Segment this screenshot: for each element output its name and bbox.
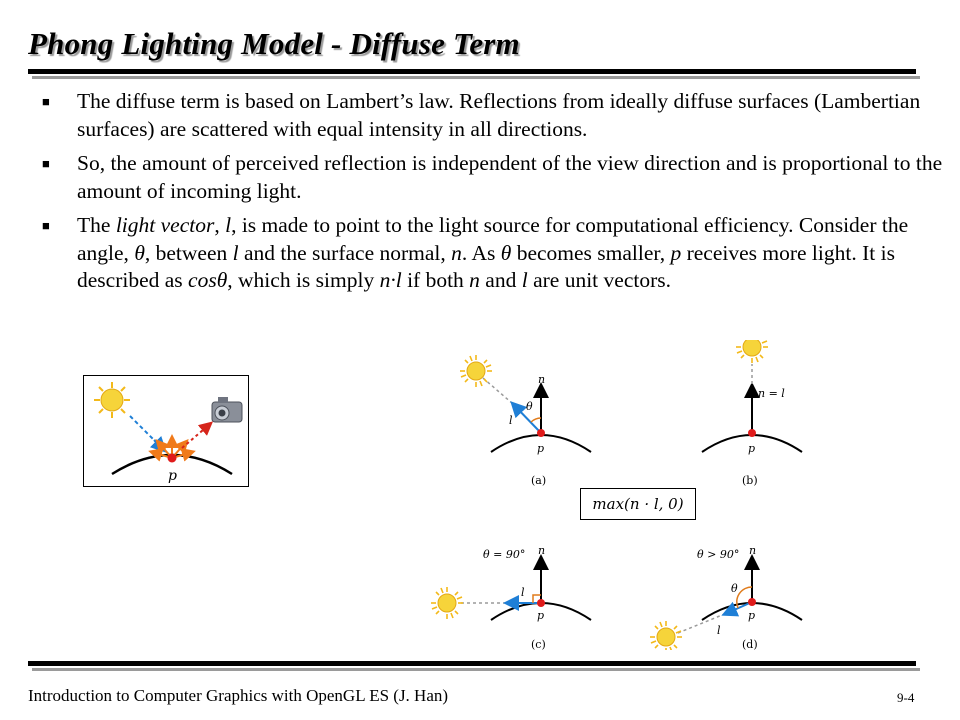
- sun-icon: [650, 621, 682, 650]
- normal-label: n: [749, 544, 757, 557]
- surface-point: [748, 429, 756, 437]
- case-b-figure: [702, 340, 802, 487]
- angle-label: θ: [526, 400, 533, 413]
- footer-rule-shadow: [32, 668, 920, 671]
- case-d-caption: (d): [742, 638, 758, 650]
- title-rule: [28, 69, 916, 74]
- surface-point: [537, 599, 545, 607]
- case-d-figure: [650, 544, 802, 650]
- sun-icon: [94, 382, 130, 418]
- bullet-item: [40, 150, 950, 205]
- bullet-text: So, the amount of perceived reflection is independent of the view direction and is proportional to the amount of incoming light.: [77, 151, 943, 203]
- sun-icon: [736, 340, 768, 363]
- bullet-square-icon: ■: [42, 94, 50, 109]
- bullet-item: [40, 88, 950, 143]
- angle-label: θ: [731, 582, 738, 595]
- light-label: l: [521, 586, 525, 599]
- view-direction-arrow: [182, 424, 210, 448]
- condition-label: θ = 90°: [483, 548, 526, 561]
- lambert-diagram-panel: [83, 375, 249, 487]
- surface-point: [748, 598, 756, 606]
- sun-icon: [460, 355, 492, 387]
- bullet-text: The diffuse term is based on Lambert’s law. Reflections from ideally diffuse surfaces (Lambertian surfaces) are scattered with equal intensity in all directions.: [77, 89, 921, 141]
- lambert-diagram: [84, 376, 248, 486]
- normal-label: n: [538, 373, 546, 386]
- camera-icon: [212, 397, 242, 422]
- surface-point: [537, 429, 545, 437]
- bullet-square-icon: ■: [42, 218, 50, 233]
- light-label: l: [717, 624, 721, 637]
- title-rule-shadow: [32, 76, 920, 79]
- point-label: p: [748, 609, 756, 622]
- case-c-caption: (c): [531, 638, 546, 650]
- surface-point: [168, 454, 177, 463]
- bullet-list: [40, 88, 950, 302]
- case-a-caption: (a): [531, 474, 547, 487]
- light-label: l: [509, 414, 513, 427]
- case-a-figure: [460, 355, 591, 487]
- case-c-figure: [431, 544, 591, 650]
- angle-arc: [531, 418, 541, 422]
- point-label: p: [537, 442, 545, 455]
- point-label: p: [168, 468, 177, 484]
- condition-label: θ > 90°: [697, 548, 740, 561]
- formula-box: max(n · l, 0): [580, 488, 696, 520]
- normal-label: n: [538, 544, 546, 557]
- bullet-text: The light vector, l, is made to point to the light source for computational efficiency. Consider the angle, θ, between l and the surface normal, n. As θ becomes smaller, p receives more light. It is described as cosθ, which is simply n·l if both n and l are unit vectors.: [77, 213, 909, 292]
- normal-label: n = l: [758, 387, 785, 400]
- case-b-caption: (b): [742, 474, 758, 487]
- bullet-item: [40, 212, 950, 295]
- page-number: 9-4: [897, 690, 915, 705]
- point-label: p: [748, 442, 756, 455]
- bullet-square-icon: ■: [42, 156, 50, 171]
- slide-title: Phong Lighting Model - Diffuse Term: [28, 26, 520, 61]
- footer-rule: [28, 661, 916, 666]
- footer-text: Introduction to Computer Graphics with OpenGL ES (J. Han): [28, 686, 449, 705]
- point-label: p: [537, 609, 545, 622]
- sun-icon: [431, 587, 463, 619]
